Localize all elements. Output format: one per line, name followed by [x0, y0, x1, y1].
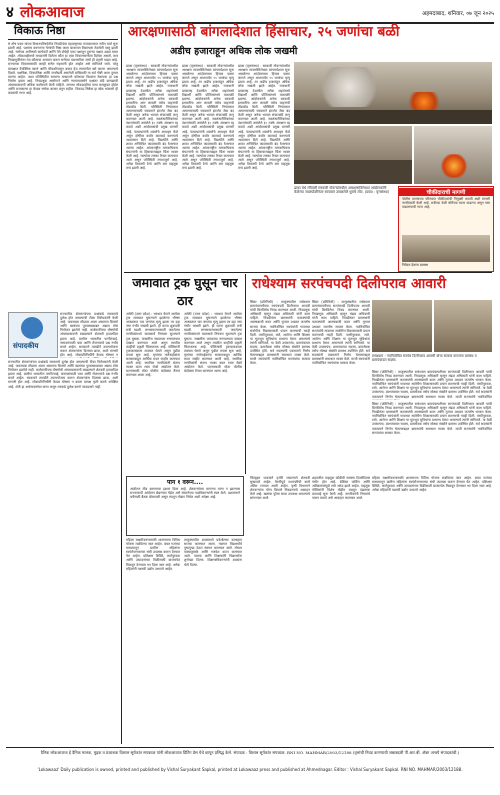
- sampadakiya-label: संपादकीय: [13, 342, 39, 350]
- story3-photo-1: [372, 300, 432, 352]
- story3-body-col3: सिन्नर (प्रतिनिधी) : तालुक्यातील राधेश्याम ग्रामपंचायतीच्या सरपंचपदी दिलीपराव आवारी यांची बिनविरोध निवड करण्यात आली. निवडणूक अधिकारी म्हणून मंडळ अधिकारी यांनी काम पाहिले. निवडीनंतर ग्रामस्थांनी फटाक्यांची आतषबाजी करत आणि गुलाल उधळत जल्लोष साजरा केला. नवनिर्वाचित सरपंचांनी गावाच्या सर्वांगीण विकासासाठी प्रयत्न करण्याची ग्वाही दिली. पाणीपुरवठा, रस्ते, आरोग्य आणि शिक्षण या मूलभूत सुविधांना प्राधान्य देणार असल्याचे त्यांनी सांगितले. या वेळी उपसरपंच, ग्रामपंचायत सदस्य, ग्रामसेवक तसेच मोठ्या संख्येने ग्रामस्थ उपस्थित होते. सर्व सदस्यांनी एकमताने निर्णय घेतल्याबद्दल ग्रामस्थांनी समाधान व्यक्त केले. माजी सरपंचांनी नवनिर्वाचित: [372, 370, 492, 399]
- story2-body-col1: अमेठी (उत्तर प्रदेश) : भरधाव वेगाने आलेला ट्रक जमावात घुसल्याने झालेल्या भीषण अपघातात चार जणांचा मृत्यू झाला तर दहा जण गंभीर जखमी झाले. ही घटना शुक्रवारी रात्री घडली. लग्नसमारंभासाठी जमलेल्या नागरिकांमध्ये चालकाचे नियंत्रण सुटल्याने ट्रक घुसला. जखमींना जवळच्या रुग्णालयात दाखल करण्यात आले असून त्यातील काहींची प्रकृती चिंताजनक आहे. पोलिसांनी ट्रकचालकाला ताब्यात घेतले असून पुढील तपास सुरू आहे. मृतांच्या नातेवाईकांना सरकारकडून आर्थिक मदत जाहीर करण्यात आली आहे. स्थानिक नागरिकांनी संताप व्यक्त करत रस्ता रोको आंदोलन केले. घटनास्थळी मोठा पोलीस बंदोबस्त तैनात करण्यात आला आहे.: [126, 312, 180, 378]
- story3-photo-caption: राधेश्याम : नवनिर्वाचित सरपंच दिलीपराव आवारी यांचा सत्कार करताना ग्रामस्थ व ग्रामपंचायत सदस्य.: [372, 354, 477, 363]
- pan-box: [126, 476, 244, 536]
- lead-photo-caption: ढाका येथे रविवारी सरकारी नोकऱ्यांमधील आरक्षणाविरोधात आंदोलकांनी केलेल्या जाळपोळीनंतर रस्त्यावर उसळलेले धुराचे लोट. (छाया : वृत्तसंस्था): [294, 186, 390, 195]
- bottom-col-4: शहरातील वाहतूक कोंडीची समस्या दिवसेंदिवस गंभीर होत आहे. बेशिस्त पार्किंग आणि अतिक्रमणांमुळे रस्ते अरुंद झाले आहेत. वाहतूक पोलिसांनी विशेष मोहीम राबवून दंडात्मक कारवाई सुरू केली आहे. नागरिकांनी नियमांचे पालन करावे असे आवाहन करण्यात आले.: [312, 476, 370, 501]
- sidebar-box-title: चौकीदाराची मागणी: [399, 188, 493, 196]
- bottom-col-3: जिल्ह्यात पावसाने हजेरी लावल्याने शेतकरी सुखावले आहेत. पेरणीपूर्व मशागतीची कामे अंतिम टप्प्यात आली आहेत. कृषी विभागाने शेतकऱ्यांना योग्य बियाणे निवडण्याचे आवाहन केले आहे. खतांचा पुरेसा साठा उपलब्ध असल्याचे सांगण्यात आले.: [250, 476, 310, 501]
- bottom-col-5: महिला सक्षमीकरणासाठी शासनाच्या विविध योजना राबविल्या जात आहेत. बचत गटांच्या माध्यमातून ग्रामीण महिलांना स्वयंरोजगाराच्या संधी उपलब्ध करून देण्यात येत आहेत. प्रशिक्षण शिबिरे, कर्जपुरवठा आणि उत्पादनांच्या विक्रीसाठी बाजारपेठ मिळवून देण्यावर भर दिला जात आहे. अनेक महिलांनी यशस्वी उद्योग उभारले आहेत.: [372, 476, 492, 493]
- lead-body-col2: ढाका (वृत्तसंस्था) : सरकारी नोकऱ्यांमधील आरक्षण व्यवस्थेविरोधात बांगलादेशात सुरू असलेल्या आंदोलनाला हिंसक वळण लागले असून आतापर्यंत २५ जणांचा मृत्यू झाला आहे, तर अडीच हजारांहून अधिक लोक जखमी झाले आहेत. राजधानी ढाकासह देशातील अनेक शहरांमध्ये विद्यार्थी आणि पोलिसांमध्ये चकमकी झाल्या. आंदोलकांनी अनेक सरकारी इमारतींना आग लावली तसेच वाहनांची तोडफोड केली. परिस्थिती नियंत्रणात आणण्यासाठी सरकारने इंटरनेट सेवा बंद केली असून अनेक भागात संचारबंदी लागू करण्यात आली आहे. स्वातंत्र्यसैनिकांच्या वंशजांसाठी असलेले ३० टक्के आरक्षण रद्द करावे अशी आंदोलकांची प्रमुख मागणी आहे. पंतप्रधानांनी शांततेचे आवाहन केले असून दोषींवर कठोर कारवाई करण्याचे आश्वासन दिले आहे. विद्यापीठे आणि शाळा अनिश्चित काळासाठी बंद ठेवण्यात आल्या आहेत. आंतरराष्ट्रीय मानवाधिकार संघटनांनी या हिंसाचाराबद्दल चिंता व्यक्त केली आहे. रस्त्यांवर लष्कर तैनात करण्यात आले असून परिस्थिती तणावपूर्ण आहे. अनेक ठिकाणी रेल्वे आणि बस वाहतूक ठप्प झाली आहे.: [182, 64, 234, 171]
- story3-body-col1: सिन्नर (प्रतिनिधी) : तालुक्यातील राधेश्याम ग्रामपंचायतीच्या सरपंचपदी दिलीपराव आवारी यांची बिनविरोध निवड करण्यात आली. निवडणूक अधिकारी म्हणून मंडळ अधिकारी यांनी काम पाहिले. निवडीनंतर ग्रामस्थांनी फटाक्यांची आतषबाजी करत आणि गुलाल उधळत जल्लोष साजरा केला. नवनिर्वाचित सरपंचांनी गावाच्या सर्वांगीण विकासासाठी प्रयत्न करण्याची ग्वाही दिली. पाणीपुरवठा, रस्ते, आरोग्य आणि शिक्षण या मूलभूत सुविधांना प्राधान्य देणार असल्याचे त्यांनी सांगितले. या वेळी उपसरपंच, ग्रामपंचायत सदस्य, ग्रामसेवक तसेच मोठ्या संख्येने ग्रामस्थ उपस्थित होते. सर्व सदस्यांनी एकमताने निर्णय घेतल्याबद्दल ग्रामस्थांनी समाधान व्यक्त केले. माजी सरपंचांनी नवनिर्वाचित सरपंचांचा सत्कार केला.: [250, 300, 310, 366]
- lead-photo-protest: [294, 62, 492, 124]
- column-divider-mid: [245, 274, 246, 474]
- page-header: [6, 4, 494, 22]
- page-number: ४: [6, 3, 14, 21]
- pan-box-title: पान १ वरून....: [166, 479, 204, 486]
- section-divider-1: [124, 272, 492, 273]
- story2-body-col2: अमेठी (उत्तर प्रदेश) : भरधाव वेगाने आलेला ट्रक जमावात घुसल्याने झालेल्या भीषण अपघातात चार जणांचा मृत्यू झाला तर दहा जण गंभीर जखमी झाले. ही घटना शुक्रवारी रात्री घडली. लग्नसमारंभासाठी जमलेल्या नागरिकांमध्ये चालकाचे नियंत्रण सुटल्याने ट्रक घुसला. जखमींना जवळच्या रुग्णालयात दाखल करण्यात आले असून त्यातील काहींची प्रकृती चिंताजनक आहे. पोलिसांनी ट्रकचालकाला ताब्यात घेतले असून पुढील तपास सुरू आहे. मृतांच्या नातेवाईकांना सरकारकडून आर्थिक मदत जाहीर करण्यात आली आहे. स्थानिक नागरिकांनी संताप व्यक्त करत रस्ता रोको आंदोलन केले. घटनास्थळी मोठा पोलीस बंदोबस्त तैनात करण्यात आला आहे.: [184, 312, 242, 374]
- editorial-body: सं तोष पवार यांच्या विधानपरिषदेतील निवडीनंतर महाराष्ट्राच्या राजकारणात नवीन चर्चा सुरू झाली आहे. पक्षांतर करणाऱ्या नेत्यांची निष्ठा आता बाजारात विकायला ठेवलेली वस्तू झाली आहे. सत्तेच्या आमिषाने कार्यकर्ते आणि नेते दोघेही एका पक्षातून दुसऱ्या पक्षात उड्या मारत आहेत. लोकशाहीमध्ये मतदारांनी दिलेला कौल हा एका विचारसरणीला दिलेला असतो, मात्र निवडणुकीनंतर त्या कौलाचा अपमान करून सत्तेच्या वळचणीला जाणे ही प्रवृत्ती वाढत आहे. राज्याच्या विकासासाठी आम्ही सत्तेत सहभागी होत आहोत असे सांगितले जाते, परंतु प्रत्यक्षात वैयक्तिक स्वार्थ आणि चौकशीपासून बचाव हेच त्यामागील खरे कारण असल्याचे दिसते. पक्षनिष्ठा, विचारनिष्ठा आणि जनतेप्रती असलेली बांधिलकी या सर्व गोष्टी आता दुय्यम ठरल्या आहेत. अशा परिस्थितीत सामान्य मतदाराने कोणावर विश्वास ठेवायचा हा प्रश्न निर्माण झाला आहे. निवडणूक आयोगाने आणि न्यायव्यवस्थेने पक्षांतर बंदी कायद्याची अंमलबजावणी अधिक कठोरपणे केली पाहिजे. अन्यथा लोकशाहीचा पाया कमकुवत होईल आणि राजकारण हा केवळ सत्तेचा बाजार बनून राहील. विकाऊ निष्ठेचा हा खेळ थांबवणे ही काळाची गरज आहे.: [8, 42, 118, 96]
- editorial-title-rule: [8, 39, 118, 40]
- editorial-title: विकाऊ निष्ठा: [14, 24, 66, 37]
- story3-body-lower: सिन्नर (प्रतिनिधी) : तालुक्यातील राधेश्याम ग्रामपंचायतीच्या सरपंचपदी दिलीपराव आवारी यांची बिनविरोध निवड करण्यात आली. निवडणूक अधिकारी म्हणून मंडळ अधिकारी यांनी काम पाहिले. निवडीनंतर ग्रामस्थांनी फटाक्यांची आतषबाजी करत आणि गुलाल उधळत जल्लोष साजरा केला. नवनिर्वाचित सरपंचांनी गावाच्या सर्वांगीण विकासासाठी प्रयत्न करण्याची ग्वाही दिली. पाणीपुरवठा, रस्ते, आरोग्य आणि शिक्षण या मूलभूत सुविधांना प्राधान्य देणार असल्याचे त्यांनी सांगितले. या वेळी उपसरपंच, ग्रामपंचायत सदस्य, ग्रामसेवक तसेच मोठ्या संख्येने ग्रामस्थ उपस्थित होते. सर्व सदस्यांनी एकमताने निर्णय घेतल्याबद्दल ग्रामस्थांनी समाधान व्यक्त केले. माजी सरपंचांनी नवनिर्वाचित सरपंचांचा सत्कार केला.: [372, 402, 492, 435]
- sidebar-box-photo: [402, 235, 490, 262]
- footer-rule: [6, 747, 494, 748]
- lead-subheadline: अडीच हजाराहून अधिक लोक जखमी: [170, 46, 298, 57]
- sidebar-box: [398, 186, 494, 272]
- sampadakiya-box: [8, 312, 58, 358]
- story3-headline: राधेश्याम सरपंचपदी दिलीपराव आवारी: [252, 276, 447, 292]
- lead-photo-crowd: [294, 126, 412, 184]
- editorial-continued: राज्यातील शेतकऱ्यांच्या प्रश्नांकडे सरकारचे दुर्लक्ष होत असल्याची टीका विरोधकांनी केली आहे. पावसाळा तोंडावर आला असताना बियाणे आणि खतांच्या पुरवठ्याबाबत अद्याप ठोस नियोजन झालेले नाही. कर्जमाफीच्या घोषणेची अंमलबजावणी रखडल्याने शेतकरी हवालदिल झाला आहे. ग्रामीण भागातील पाणीटंचाई, जनावरांसाठी चारा आणि रोजगाराचे प्रश्न गंभीर बनले आहेत. सरकारने तातडीने उपाययोजना करून शेतकऱ्यांना दिलासा द्यावा, अशी मागणी होत आहे. लोकप्रतिनिधींनी केवळ घोषणा न करता प्रत्यक्ष कृती करणे अपेक्षित आहे. शेती हा अर्थव्यवस्थेचा कणा असून त्याकडे दुर्लक्ष करणे परवडणारे नाही.: [8, 360, 118, 389]
- sidebar-box-caption: निवेदन देताना ग्रामस्थ: [402, 263, 429, 267]
- sampadakiya-body-top: राज्यातील शेतकऱ्यांच्या प्रश्नांकडे सरकारचे दुर्लक्ष होत असल्याची टीका विरोधकांनी केली आहे. पावसाळा तोंडावर आला असताना बियाणे आणि खतांच्या पुरवठ्याबाबत अद्याप ठोस नियोजन झालेले नाही. कर्जमाफीच्या घोषणेची अंमलबजावणी रखडल्याने शेतकरी हवालदिल झाला आहे. ग्रामीण भागातील पाणीटंचाई, जनावरांसाठी चारा आणि रोजगाराचे प्रश्न गंभीर बनले आहेत. सरकारने तातडीने उपाययोजना करून शेतकऱ्यांना दिलासा द्यावा, अशी मागणी होत आहे. लोकप्रतिनिधींनी केवळ घोषणा न: [60, 312, 118, 357]
- newspaper-logo: लोकआवाज: [20, 3, 85, 21]
- sidebar-box-body: पोलीस ठाण्याच्या परिसरात चौकीदारांची नियुक्ती करावी अशी मागणी नागरिकांनी केली आहे. रात्रीच्या वेळी चोरीच्या घटना वाढल्या असून गस्त वाढवण्याची गरज आहे.: [402, 197, 490, 210]
- story3-body-col2: सिन्नर (प्रतिनिधी) : तालुक्यातील राधेश्याम ग्रामपंचायतीच्या सरपंचपदी दिलीपराव आवारी यांची बिनविरोध निवड करण्यात आली. निवडणूक अधिकारी म्हणून मंडळ अधिकारी यांनी काम पाहिले. निवडीनंतर ग्रामस्थांनी फटाक्यांची आतषबाजी करत आणि गुलाल उधळत जल्लोष साजरा केला. नवनिर्वाचित सरपंचांनी गावाच्या सर्वांगीण विकासासाठी प्रयत्न करण्याची ग्वाही दिली. पाणीपुरवठा, रस्ते, आरोग्य आणि शिक्षण या मूलभूत सुविधांना प्राधान्य देणार असल्याचे त्यांनी सांगितले. या वेळी उपसरपंच, ग्रामपंचायत सदस्य, ग्रामसेवक तसेच मोठ्या संख्येने ग्रामस्थ उपस्थित होते. सर्व सदस्यांनी एकमताने निर्णय घेतल्याबद्दल ग्रामस्थांनी समाधान व्यक्त केले. माजी सरपंचांनी नवनिर्वाचित सरपंचांचा सत्कार केला.: [312, 300, 370, 366]
- bottom-col-2: तालुक्यातील शाळांमध्ये प्रवेशोत्सव उत्साहात साजरा करण्यात आला. नवागत विद्यार्थ्यांचे पुष्पगुच्छ देऊन स्वागत करण्यात आले. मोफत पाठ्यपुस्तके आणि गणवेश वाटप करण्यात आले. पालक आणि शिक्षकांनी विद्यार्थ्यांना शुभेच्छा दिल्या. शिक्षणाधिकाऱ्यांनी शाळांना भेटी दिल्या.: [184, 538, 242, 567]
- dateline: अहमदाबाद, शनिवार, ०७ जून २०२५: [422, 11, 494, 17]
- bottom-col-1: महिला सक्षमीकरणासाठी शासनाच्या विविध योजना राबविल्या जात आहेत. बचत गटांच्या माध्यमातून ग्रामीण महिलांना स्वयंरोजगाराच्या संधी उपलब्ध करून देण्यात येत आहेत. प्रशिक्षण शिबिरे, कर्जपुरवठा आणि उत्पादनांच्या विक्रीसाठी बाजारपेठ मिळवून देण्यावर भर दिला जात आहे. अनेक महिलांनी यशस्वी उद्योग उभारले आहेत.: [126, 538, 180, 571]
- lead-body-col3: ढाका (वृत्तसंस्था) : सरकारी नोकऱ्यांमधील आरक्षण व्यवस्थेविरोधात बांगलादेशात सुरू असलेल्या आंदोलनाला हिंसक वळण लागले असून आतापर्यंत २५ जणांचा मृत्यू झाला आहे, तर अडीच हजारांहून अधिक लोक जखमी झाले आहेत. राजधानी ढाकासह देशातील अनेक शहरांमध्ये विद्यार्थी आणि पोलिसांमध्ये चकमकी झाल्या. आंदोलकांनी अनेक सरकारी इमारतींना आग लावली तसेच वाहनांची तोडफोड केली. परिस्थिती नियंत्रणात आणण्यासाठी सरकारने इंटरनेट सेवा बंद केली असून अनेक भागात संचारबंदी लागू करण्यात आली आहे. स्वातंत्र्यसैनिकांच्या वंशजांसाठी असलेले ३० टक्के आरक्षण रद्द करावे अशी आंदोलकांची प्रमुख मागणी आहे. पंतप्रधानांनी शांततेचे आवाहन केले असून दोषींवर कठोर कारवाई करण्याचे आश्वासन दिले आहे. विद्यापीठे आणि शाळा अनिश्चित काळासाठी बंद ठेवण्यात आल्या आहेत. आंतरराष्ट्रीय मानवाधिकार संघटनांनी या हिंसाचाराबद्दल चिंता व्यक्त केली आहे. रस्त्यांवर लष्कर तैनात करण्यात आले असून परिस्थिती तणावपूर्ण आहे. अनेक ठिकाणी रेल्वे आणि बस वाहतूक ठप्प झाली आहे.: [238, 64, 290, 171]
- story2-headline: जमावात ट्रक घुसून चार ठार: [132, 275, 238, 308]
- story3-photo-2: [434, 300, 492, 352]
- footer-imprint-en: 'Lokawaaz' Daily publication is owned, printed and published by Vishal Suryakant Sapkal, printed at Lokawaaz press and published at Ahmednagar. Editor : Vishal Suryakant Sapkal. RNI NO. MAHMAR/2003/12188.: [37, 767, 463, 772]
- sampadakiya-logo: [21, 317, 43, 339]
- lead-photo-fire: [414, 126, 492, 184]
- pan-box-body: आंदोलन तीव्र करण्याचा इशारा दिला आहे. शेतकऱ्यांच्या मागण्या मान्य न झाल्यास राज्यव्यापी आंदोलन छेडण्यात येईल असे संघटनेच्या पदाधिकाऱ्यांनी स्पष्ट केले. प्रशासनाने चर्चेसाठी बैठक बोलावली असून त्यातून तोडगा निघेल अशी अपेक्षा आहे.: [130, 487, 240, 500]
- column-divider-left: [121, 24, 122, 744]
- lead-body-col1: ढाका (वृत्तसंस्था) : सरकारी नोकऱ्यांमधील आरक्षण व्यवस्थेविरोधात बांगलादेशात सुरू असलेल्या आंदोलनाला हिंसक वळण लागले असून आतापर्यंत २५ जणांचा मृत्यू झाला आहे, तर अडीच हजारांहून अधिक लोक जखमी झाले आहेत. राजधानी ढाकासह देशातील अनेक शहरांमध्ये विद्यार्थी आणि पोलिसांमध्ये चकमकी झाल्या. आंदोलकांनी अनेक सरकारी इमारतींना आग लावली तसेच वाहनांची तोडफोड केली. परिस्थिती नियंत्रणात आणण्यासाठी सरकारने इंटरनेट सेवा बंद केली असून अनेक भागात संचारबंदी लागू करण्यात आली आहे. स्वातंत्र्यसैनिकांच्या वंशजांसाठी असलेले ३० टक्के आरक्षण रद्द करावे अशी आंदोलकांची प्रमुख मागणी आहे. पंतप्रधानांनी शांततेचे आवाहन केले असून दोषींवर कठोर कारवाई करण्याचे आश्वासन दिले आहे. विद्यापीठे आणि शाळा अनिश्चित काळासाठी बंद ठेवण्यात आल्या आहेत. आंतरराष्ट्रीय मानवाधिकार संघटनांनी या हिंसाचाराबद्दल चिंता व्यक्त केली आहे. रस्त्यांवर लष्कर तैनात करण्यात आले असून परिस्थिती तणावपूर्ण आहे. अनेक ठिकाणी रेल्वे आणि बस वाहतूक ठप्प झाली आहे.: [126, 64, 178, 171]
- lead-headline: आरक्षणासाठी बांगलादेशात हिंसाचार, २५ जणांचा बळी: [128, 24, 400, 40]
- footer-imprint: दैनिक लोकआवाज हे दैनिक मालक, मुद्रक व प्रकाशक विशाल सूर्यकांत सपकाळ यांनी लोकआवाज प्रिंटिंग प्रेस येथे छापून प्रसिद्ध केले. संपादक : विशाल सूर्यकांत सपकाळ. RNI NO. MAHMAR/2003/12188 (वृत्तांची निवड करण्याची जबाबदारी पी.आर.बी. अ‍ॅक्ट अन्वये संपादकांची.): [40, 750, 460, 755]
